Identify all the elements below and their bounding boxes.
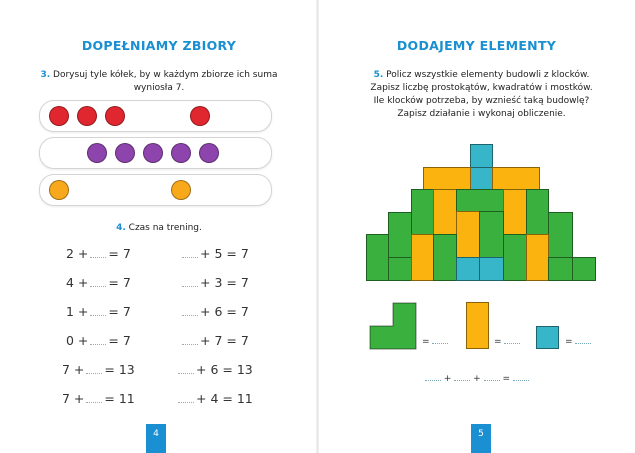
equation-right-4 <box>180 333 249 348</box>
page-number: 5 <box>471 424 491 453</box>
set-orange[interactable] <box>39 174 272 206</box>
exercise-5-line4: Zapisz działanie i wykonaj obliczenie. <box>397 109 566 119</box>
equation-text: + 7 = 7 <box>200 333 249 348</box>
teal-square-block <box>479 257 504 281</box>
right-page-title: DODAJEMY ELEMENTY <box>396 38 557 53</box>
teal-square-block <box>470 167 493 190</box>
red-circle <box>49 106 69 126</box>
equation-text: + 5 = 7 <box>200 246 249 261</box>
equation-left-2 <box>66 275 131 290</box>
exercise-4-instruction <box>30 222 288 235</box>
yellow-rectangle-legend <box>466 302 489 349</box>
legend-rectangle-equation <box>494 337 520 347</box>
red-circle <box>77 106 97 126</box>
equals-sign: = <box>494 337 502 347</box>
answer-blank[interactable] <box>90 307 106 316</box>
equals-sign: = <box>422 337 430 347</box>
green-bridge-legend <box>369 302 417 350</box>
answer-blank[interactable] <box>432 337 448 344</box>
green-bridge-block <box>456 189 504 212</box>
legend-bridge-equation <box>422 337 448 347</box>
equation-right-5 <box>176 362 253 377</box>
equation-left-5 <box>62 362 135 377</box>
green-bridge-block <box>548 212 573 258</box>
equation-left-1 <box>66 246 131 261</box>
answer-blank[interactable] <box>86 365 102 374</box>
exercise-3-instruction <box>30 69 288 95</box>
equals-sign: = <box>502 374 511 384</box>
equation-text: = 11 <box>104 391 135 406</box>
equation-text: 2 + <box>66 246 89 261</box>
green-bridge-block <box>388 212 412 258</box>
left-page-title: DOPEŁNIAMY ZBIORY <box>81 38 237 53</box>
exercise-3-number: 3. <box>40 70 51 80</box>
answer-blank[interactable] <box>90 336 106 345</box>
answer-blank[interactable] <box>178 394 194 403</box>
equation-text: 0 + <box>66 333 89 348</box>
equation-text: + 6 = 13 <box>196 362 253 377</box>
green-bridge-block <box>479 211 504 258</box>
exercise-4-text: Czas na trening. <box>125 223 202 233</box>
yellow-rectangle-block <box>503 189 527 235</box>
equation-left-3 <box>66 304 131 319</box>
equation-text: = 7 <box>108 304 131 319</box>
set-red[interactable] <box>39 100 272 132</box>
equals-sign: = <box>565 337 573 347</box>
equation-right-2 <box>180 275 249 290</box>
equation-left-4 <box>66 333 131 348</box>
answer-blank[interactable] <box>513 374 529 381</box>
green-bridge-shape <box>370 303 416 349</box>
red-circle <box>105 106 125 126</box>
answer-blank[interactable] <box>86 394 102 403</box>
yellow-rectangle-block <box>423 167 471 190</box>
answer-blank[interactable] <box>504 337 520 344</box>
answer-blank[interactable] <box>182 307 198 316</box>
exercise-3-line1: Dorysuj tyle kółek, by w każdym zbiorze ich suma <box>50 70 278 80</box>
yellow-rectangle-block <box>456 211 480 258</box>
equation-text: = 7 <box>108 246 131 261</box>
red-circle <box>190 106 210 126</box>
page-number: 4 <box>146 424 166 453</box>
equation-text: + 6 = 7 <box>200 304 249 319</box>
equation-text: 4 + <box>66 275 89 290</box>
orange-circle <box>49 180 69 200</box>
equation-text: = 13 <box>104 362 135 377</box>
equation-text: 1 + <box>66 304 89 319</box>
sum-equation <box>425 374 529 384</box>
legend-square-equation <box>565 337 591 347</box>
answer-blank[interactable] <box>182 336 198 345</box>
purple-circle <box>115 143 135 163</box>
orange-circle <box>171 180 191 200</box>
equation-text: 7 + <box>62 391 85 406</box>
yellow-rectangle-block <box>411 234 434 281</box>
equation-left-6 <box>62 391 135 406</box>
right-page <box>318 0 635 453</box>
teal-square-legend <box>536 326 559 349</box>
exercise-3-line2: wyniosła 7. <box>133 83 185 93</box>
equation-text: 7 + <box>62 362 85 377</box>
answer-blank[interactable] <box>484 374 500 381</box>
answer-blank[interactable] <box>178 365 194 374</box>
set-purple[interactable] <box>39 137 272 169</box>
answer-blank[interactable] <box>425 374 441 381</box>
exercise-5-line3: Ile klocków potrzeba, by wznieść taką budowlę? <box>373 96 590 106</box>
equation-text: = 7 <box>108 333 131 348</box>
answer-blank[interactable] <box>182 278 198 287</box>
green-bridge-block <box>548 257 573 281</box>
green-bridge-block <box>503 234 527 281</box>
purple-circle <box>171 143 191 163</box>
yellow-rectangle-block <box>433 189 457 235</box>
green-bridge-block <box>526 189 549 235</box>
equation-text: + 3 = 7 <box>200 275 249 290</box>
green-bridge-block <box>388 257 412 281</box>
exercise-5-instruction <box>338 69 625 121</box>
equation-right-3 <box>180 304 249 319</box>
equation-text: + 4 = 11 <box>196 391 253 406</box>
green-bridge-block <box>572 257 596 281</box>
yellow-rectangle-block <box>492 167 540 190</box>
green-bridge-block <box>366 234 389 281</box>
answer-blank[interactable] <box>454 374 470 381</box>
answer-blank[interactable] <box>90 278 106 287</box>
green-bridge-block <box>411 189 434 235</box>
exercise-5-number: 5. <box>373 70 384 80</box>
answer-blank[interactable] <box>182 249 198 258</box>
exercise-4-number: 4. <box>116 223 126 233</box>
exercise-5-line1: Policz wszystkie elementy budowli z klocków. <box>383 70 590 80</box>
plus-sign: + <box>473 374 481 384</box>
purple-circle <box>143 143 163 163</box>
teal-square-block <box>470 144 493 168</box>
green-bridge-block <box>433 234 457 281</box>
equation-right-6 <box>176 391 253 406</box>
purple-circle <box>199 143 219 163</box>
equation-text: = 7 <box>108 275 131 290</box>
yellow-rectangle-block <box>526 234 549 281</box>
exercise-5-line2: Zapisz liczbę prostokątów, kwadratów i mostków. <box>370 83 593 93</box>
plus-sign: + <box>443 374 452 384</box>
answer-blank[interactable] <box>575 337 591 344</box>
teal-square-block <box>456 257 480 281</box>
answer-blank[interactable] <box>90 249 106 258</box>
equation-right-1 <box>180 246 249 261</box>
purple-circle <box>87 143 107 163</box>
